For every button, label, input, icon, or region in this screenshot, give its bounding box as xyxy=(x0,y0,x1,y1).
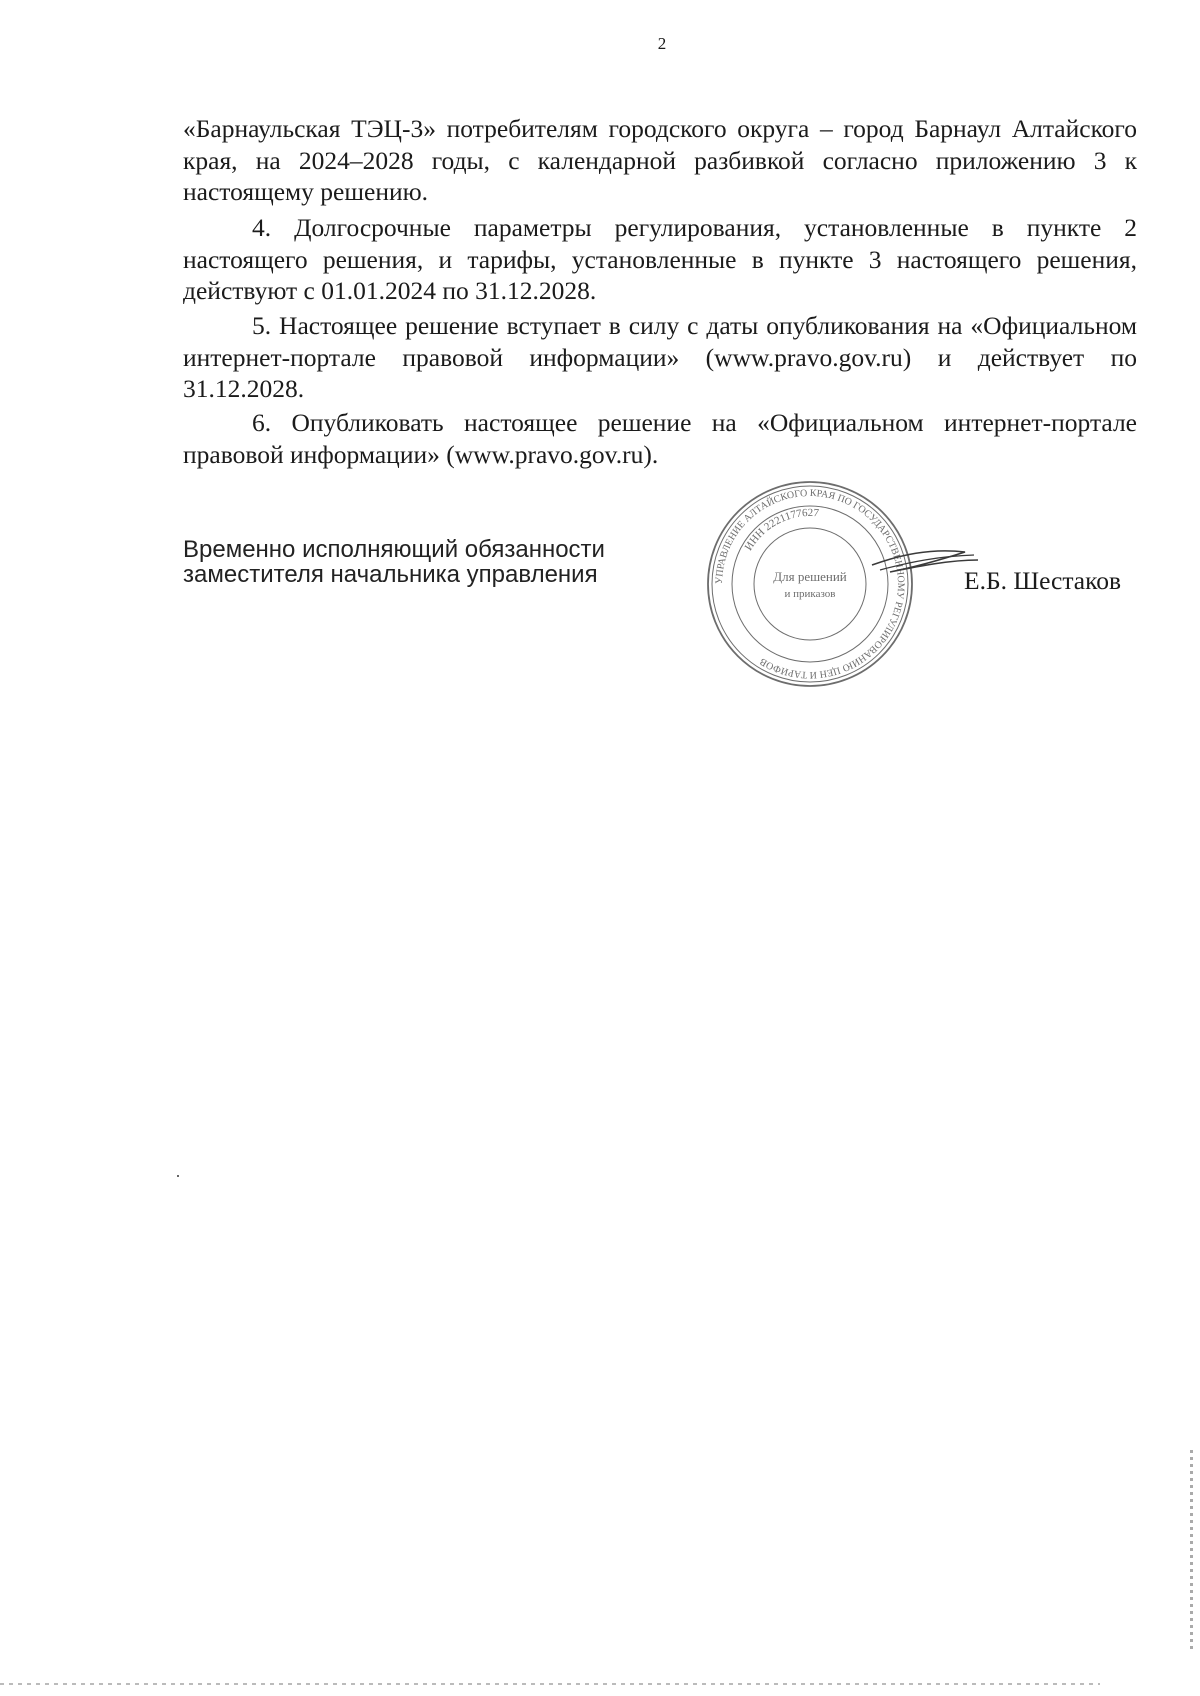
paragraph-continuation: «Барнаульская ТЭЦ-3» потребителям городского округа – город Барнаул Алтайского края, на 2024–2028 годы, с календарной разбивкой согласно приложению 3 к настоящему решению. xyxy=(183,114,1137,206)
paragraph-item-5: 5. Настоящее решение вступает в силу с даты опубликования на «Официальном интернет-портале правовой информации» (www.pravo.gov.ru) и действует по 31.12.2028. xyxy=(183,311,1137,403)
stamp-center-line-1: Для решений xyxy=(773,569,847,584)
signatory-name: Е.Б. Шестаков xyxy=(964,566,1121,595)
scan-speck xyxy=(177,1175,179,1177)
stamp-center-line-2: и приказов xyxy=(784,588,836,600)
paragraph-item-4: 4. Долгосрочные параметры регулирования, установленные в пункте 2 настоящего решения, и тарифы, установленные в пункте 3 настоящего решения, действуют с 01.01.2024 по 31.12.2028. xyxy=(183,213,1137,305)
page-number: 2 xyxy=(657,34,667,53)
signature-position-line-2: заместителя начальника управления xyxy=(183,561,598,588)
scan-edge-mark xyxy=(1190,1450,1193,1650)
scan-bottom-line xyxy=(0,1683,1100,1685)
signature-position-line-1: Временно исполняющий обязанности xyxy=(183,536,605,563)
stamp-outer-text-path: УПРАВЛЕНИЕ АЛТАЙСКОГО КРАЯ ПО ГОСУДАРСТВЕННОМУ РЕГУЛИРОВАНИЮ ЦЕН И ТАРИФОВ xyxy=(713,487,907,681)
paragraph-item-6: 6. Опубликовать настоящее решение на «Официальном интернет-портале правовой информации» (www.pravo.gov.ru). xyxy=(183,408,1137,469)
signature-position xyxy=(183,537,605,587)
stamp-inn-text-path: ИНН 2221177627 xyxy=(742,506,820,553)
